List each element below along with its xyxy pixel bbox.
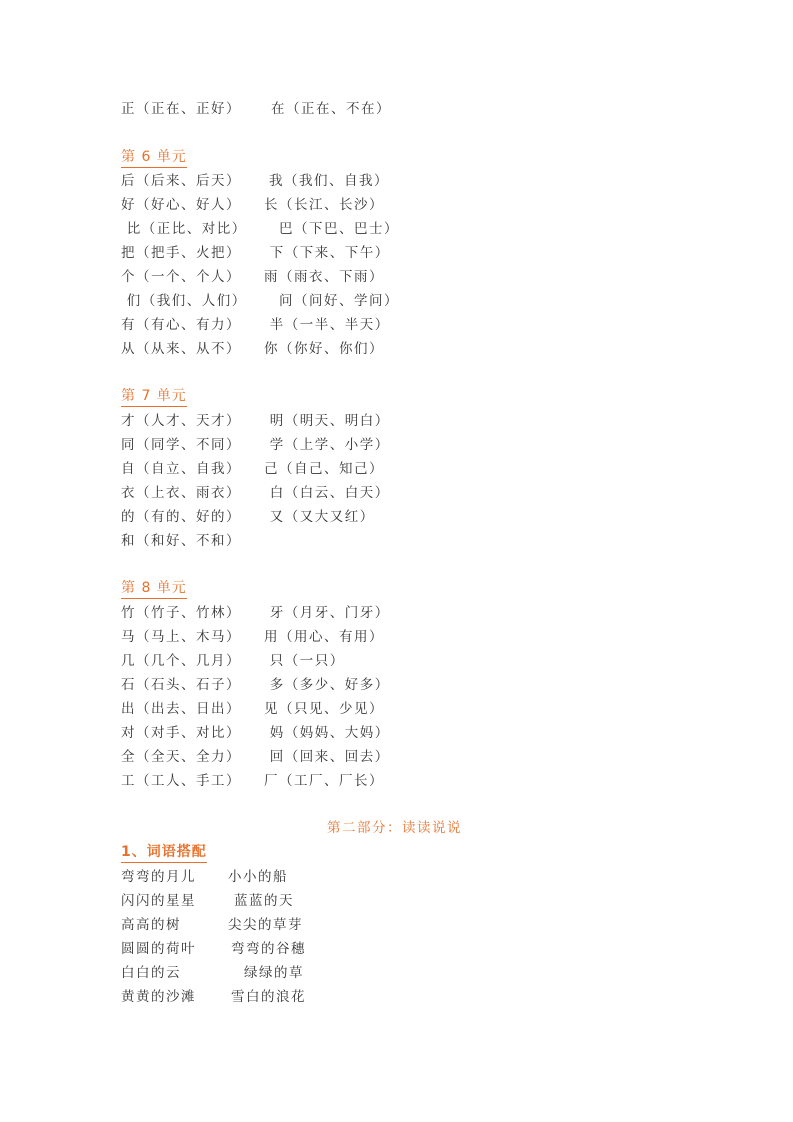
char-entry: 用（用心、有用） bbox=[264, 629, 384, 645]
char-entry: 回（回来、回去） bbox=[264, 749, 390, 765]
char-entry: 学（上学、小学） bbox=[264, 437, 390, 453]
phrase: 小小的船 bbox=[228, 869, 288, 885]
char-entry: 你（你好、你们） bbox=[264, 341, 384, 357]
char-entry: 石（石头、石子） bbox=[121, 677, 241, 693]
char-entry: 衣（上衣、雨衣） bbox=[121, 485, 241, 501]
char-entry: 的（有的、好的） bbox=[121, 509, 241, 525]
char-entry: 厂（工厂、厂长） bbox=[264, 773, 384, 789]
char-entry: 下（下来、下午） bbox=[264, 245, 390, 261]
char-entry: 见（只见、少见） bbox=[264, 701, 384, 717]
char-entry: 长（长江、长沙） bbox=[264, 197, 384, 213]
phrase: 白白的云 bbox=[121, 965, 181, 981]
phrase: 蓝蓝的天 bbox=[234, 893, 294, 909]
phrase: 绿绿的草 bbox=[244, 965, 304, 981]
char-entry: 们（我们、人们） bbox=[121, 293, 247, 309]
phrase: 弯弯的月儿 bbox=[121, 869, 196, 885]
char-entry: 马（马上、木马） bbox=[121, 629, 241, 645]
char-entry: 把（把手、火把） bbox=[121, 245, 241, 261]
char-entry: 对（对手、对比） bbox=[121, 725, 241, 741]
phrase: 圆圆的荷叶 bbox=[121, 941, 196, 957]
phrase: 高高的树 bbox=[121, 917, 181, 933]
char-entry: 白（白云、白天） bbox=[264, 485, 390, 501]
char-entry: 全（全天、全力） bbox=[121, 749, 241, 765]
char-entry: 巴（下巴、巴士） bbox=[279, 221, 399, 237]
char-entry: 妈（妈妈、大妈） bbox=[264, 725, 390, 741]
char-entry: 在（正在、不在） bbox=[271, 101, 391, 117]
char-entry: 和（和好、不和） bbox=[121, 533, 241, 549]
word-matching-heading: 1、词语搭配 bbox=[121, 843, 207, 863]
char-entry: 竹（竹子、竹林） bbox=[121, 605, 241, 621]
char-entry: 才（人才、天才） bbox=[121, 413, 241, 429]
unit-8-heading: 第 8 单元 bbox=[121, 580, 187, 599]
char-entry: 我（我们、自我） bbox=[269, 173, 389, 189]
part-two-title: 第二部分：读读说说 bbox=[327, 820, 462, 836]
char-entry: 又（又大又红） bbox=[264, 509, 375, 525]
char-entry: 只（一只） bbox=[264, 653, 345, 669]
phrase: 雪白的浪花 bbox=[231, 989, 306, 1005]
char-entry: 出（出去、日出） bbox=[121, 701, 241, 717]
char-entry: 自（自立、自我） bbox=[121, 461, 241, 477]
phrase: 弯弯的谷穗 bbox=[231, 941, 306, 957]
unit-7-heading: 第 7 单元 bbox=[121, 388, 187, 407]
char-entry: 同（同学、不同） bbox=[121, 437, 241, 453]
char-entry: 明（明天、明白） bbox=[264, 413, 390, 429]
char-entry: 己（自己、知己） bbox=[264, 461, 384, 477]
char-entry: 好（好心、好人） bbox=[121, 197, 241, 213]
char-entry: 比（正比、对比） bbox=[121, 221, 247, 237]
char-entry: 雨（雨衣、下雨） bbox=[264, 269, 384, 285]
char-entry: 后（后来、后天） bbox=[121, 173, 241, 189]
char-entry: 工（工人、手工） bbox=[121, 773, 241, 789]
phrase: 尖尖的草芽 bbox=[228, 917, 303, 933]
char-entry: 多（多少、好多） bbox=[264, 677, 390, 693]
char-entry: 半（一半、半天） bbox=[264, 317, 390, 333]
phrase: 闪闪的星星 bbox=[121, 893, 196, 909]
char-entry: 牙（月牙、门牙） bbox=[264, 605, 390, 621]
char-entry: 正（正在、正好） bbox=[121, 101, 241, 117]
char-entry: 个（一个、个人） bbox=[121, 269, 241, 285]
char-entry: 几（几个、几月） bbox=[121, 653, 241, 669]
unit-6-heading: 第 6 单元 bbox=[121, 149, 187, 168]
char-entry: 问（问好、学问） bbox=[279, 293, 399, 309]
char-entry: 从（从来、从不） bbox=[121, 341, 241, 357]
phrase: 黄黄的沙滩 bbox=[121, 989, 196, 1005]
char-entry: 有（有心、有力） bbox=[121, 317, 241, 333]
